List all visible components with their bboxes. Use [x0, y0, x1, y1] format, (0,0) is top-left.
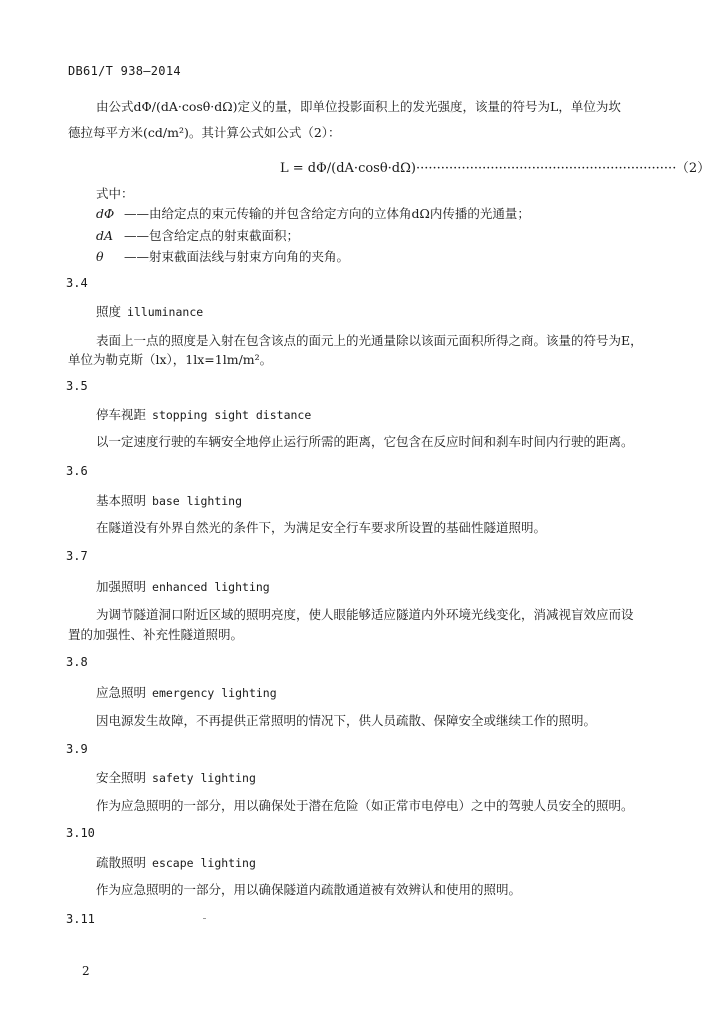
page-number: 2 — [82, 964, 90, 978]
term-title — [96, 683, 277, 701]
section-number: 3.9 — [66, 742, 88, 756]
term-chinese: 加强照明 — [96, 579, 147, 594]
term-english: emergency lighting — [152, 686, 277, 700]
variable-row — [96, 246, 349, 268]
term-chinese: 疏散照明 — [96, 855, 147, 870]
intro-line-1: 由公式dΦ/(dA·cosθ·dΩ)定义的量，即单位投影面积上的发光强度，该量的符号为L，单位为坎 — [96, 99, 621, 114]
variable-symbol: dA — [96, 228, 114, 243]
term-chinese: 应急照明 — [96, 685, 147, 700]
term-english: enhanced lighting — [152, 580, 270, 594]
term-title — [96, 853, 256, 871]
section-number: 3.11 — [66, 912, 95, 926]
term-title — [96, 577, 270, 595]
section-number: 3.10 — [66, 826, 95, 840]
formula-number: （2） — [682, 161, 711, 176]
term-chinese: 安全照明 — [96, 770, 147, 785]
definition-line: 因电源发生故障，不再提供正常照明的情况下，供人员疏散、保障安全或继续工作的照明。 — [96, 713, 597, 728]
definition-line: 作为应急照明的一部分，用以确保隧道内疏散通道被有效辨认和使用的照明。 — [96, 882, 522, 897]
definition-line: 为调节隧道洞口附近区域的照明亮度，使人眼能够适应隧道内外环境光线变化，消减视盲效应而设 — [96, 607, 634, 622]
variable-symbol: θ — [96, 249, 104, 264]
term-title — [96, 302, 203, 320]
section-number: 3.7 — [66, 549, 88, 563]
variable-row — [96, 203, 530, 225]
term-english: illuminance — [127, 305, 204, 319]
term-english: safety lighting — [152, 771, 256, 785]
scan-speck — [203, 918, 206, 919]
section-number: 3.8 — [66, 655, 88, 669]
term-english: base lighting — [152, 494, 243, 508]
definition-line: 以一定速度行驶的车辆安全地停止运行所需的距离，它包含在反应时间和刹车时间内行驶的距离。 — [96, 434, 634, 449]
variable-description: ——包含给定点的射束截面积； — [124, 228, 300, 243]
term-title — [96, 491, 242, 509]
section-number: 3.5 — [66, 379, 88, 393]
term-english: stopping sight distance — [152, 408, 312, 422]
formula-2 — [280, 157, 710, 176]
term-chinese: 照度 — [96, 304, 122, 319]
formula-leader-dots: ······························································· — [415, 161, 677, 176]
intro-line-2: 德拉每平方米(cd/m²)。其计算公式如公式（2）： — [68, 125, 341, 140]
standard-code: DB61/T 938—2014 — [68, 64, 181, 78]
term-title — [96, 405, 311, 423]
section-number: 3.4 — [66, 276, 88, 290]
definition-line: 表面上一点的照度是入射在包含该点的面元上的光通量除以该面元面积所得之商。该量的符号为E， — [96, 333, 643, 348]
variable-row — [96, 225, 299, 247]
definition-line: 单位为勒克斯（lx），1lx=1lm/m²。 — [68, 352, 273, 367]
formula-expression: L = dΦ/(dA·cosθ·dΩ) — [280, 161, 416, 176]
where-label: 式中： — [96, 186, 134, 201]
variable-description: ——射束截面法线与射束方向角的夹角。 — [124, 249, 350, 264]
variable-description: ——由给定点的束元传输的并包含给定方向的立体角dΩ内传播的光通量； — [124, 206, 530, 221]
term-chinese: 停车视距 — [96, 407, 147, 422]
definition-line: 置的加强性、补充性隧道照明。 — [68, 627, 244, 642]
definition-line: 作为应急照明的一部分，用以确保处于潜在危险（如正常市电停电）之中的驾驶人员安全的照明。 — [96, 798, 634, 813]
term-title — [96, 768, 256, 786]
term-chinese: 基本照明 — [96, 493, 147, 508]
definition-line: 在隧道没有外界自然光的条件下，为满足安全行车要求所设置的基础性隧道照明。 — [96, 520, 547, 535]
term-english: escape lighting — [152, 856, 256, 870]
variable-symbol: dΦ — [96, 206, 115, 221]
section-number: 3.6 — [66, 464, 88, 478]
